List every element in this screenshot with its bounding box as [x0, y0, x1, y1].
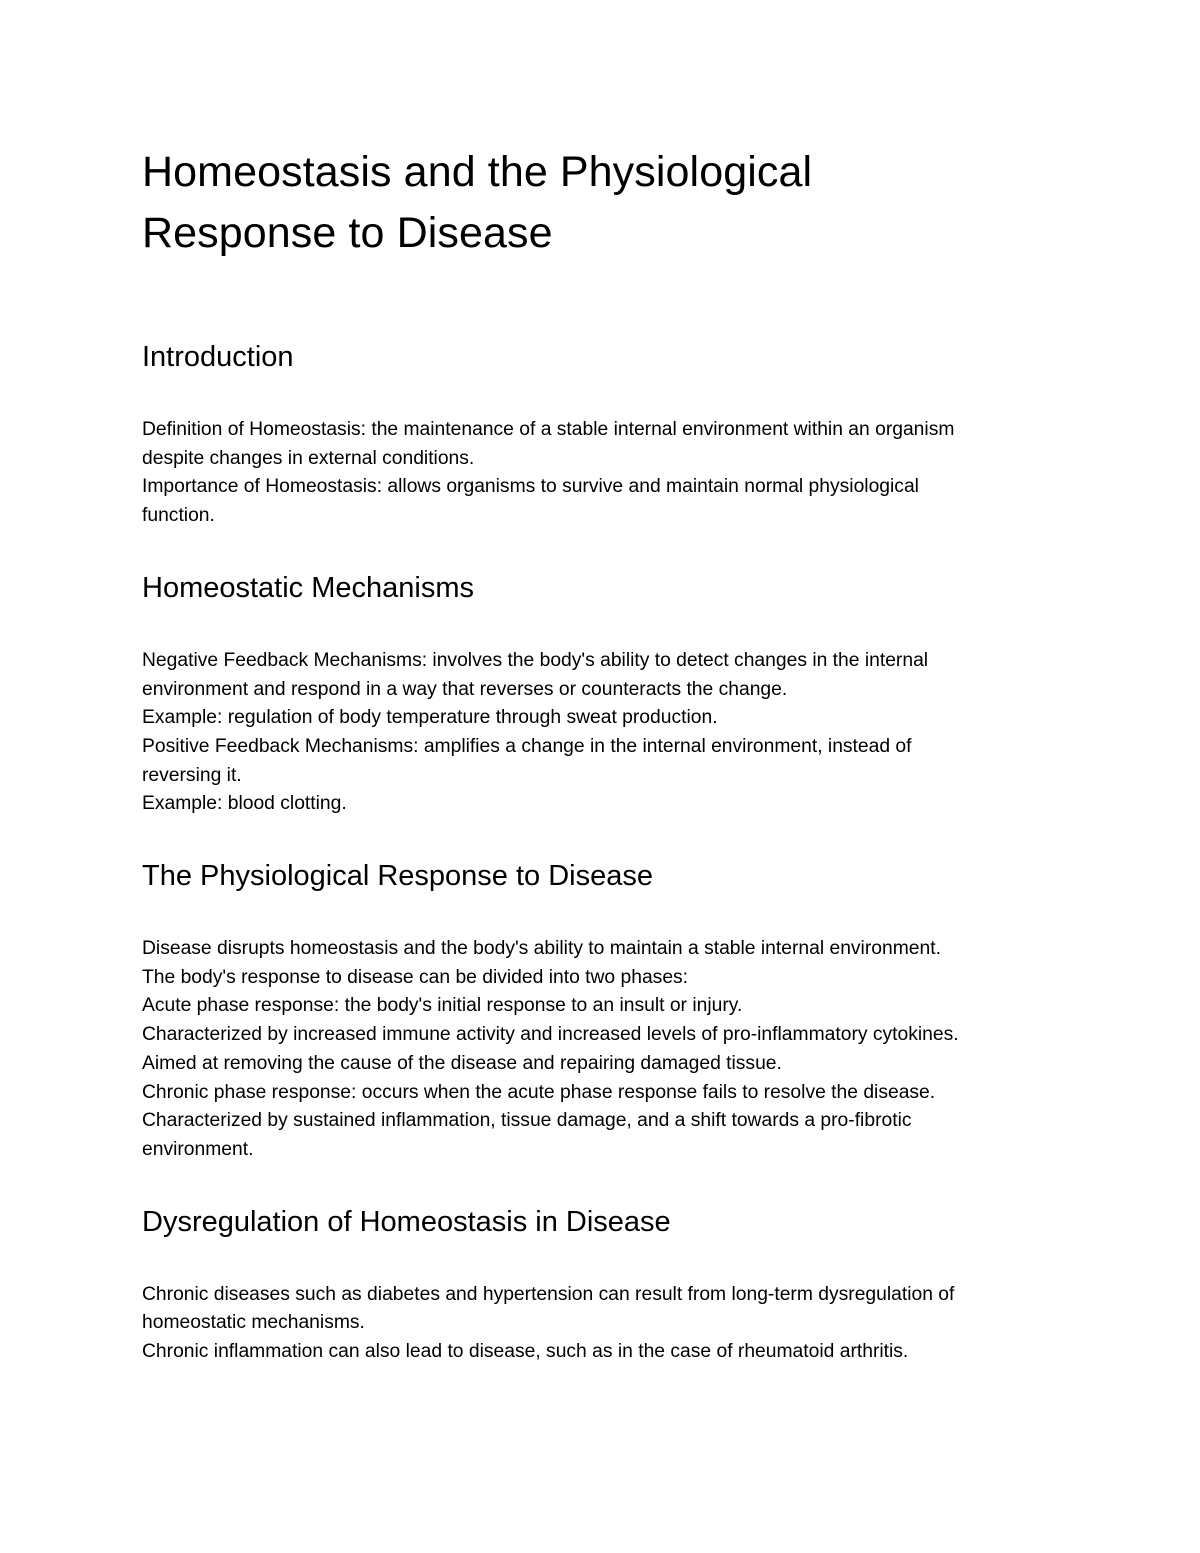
body-line: Positive Feedback Mechanisms: amplifies a change in the internal environment, instead of	[142, 735, 912, 757]
section-body	[142, 1281, 1100, 1367]
body-line: Example: regulation of body temperature through sweat production.	[142, 707, 718, 729]
body-line: environment and respond in a way that reverses or counteracts the change.	[142, 678, 788, 700]
section-heading: The Physiological Response to Disease	[142, 860, 653, 893]
body-line: Chronic phase response: occurs when the acute phase response fails to resolve the disease.	[142, 1081, 936, 1103]
document-title-line: Homeostasis and the Physiological	[142, 148, 813, 196]
body-line: reversing it.	[142, 764, 242, 786]
body-line: Chronic diseases such as diabetes and hypertension can result from long-term dysregulation of	[142, 1283, 955, 1305]
body-line: Aimed at removing the cause of the disease and repairing damaged tissue.	[142, 1052, 782, 1074]
section-heading: Homeostatic Mechanisms	[142, 571, 474, 604]
body-line: Example: blood clotting.	[142, 793, 347, 815]
body-line: Characterized by sustained inflammation, tissue damage, and a shift towards a pro-fibrotic	[142, 1110, 912, 1132]
body-line: despite changes in external conditions.	[142, 447, 475, 469]
body-line: Disease disrupts homeostasis and the body's ability to maintain a stable internal environment.	[142, 938, 941, 960]
body-line: environment.	[142, 1138, 254, 1160]
section-body	[142, 935, 1100, 1165]
section-dysregulation	[142, 1205, 1100, 1367]
body-line: The body's response to disease can be divided into two phases:	[142, 966, 689, 988]
section-introduction	[142, 340, 1100, 531]
section-body	[142, 647, 1100, 819]
body-line: Acute phase response: the body's initial response to an insult or injury.	[142, 995, 743, 1017]
body-line: Definition of Homeostasis: the maintenance of a stable internal environment within an organism	[142, 419, 955, 440]
section-heading: Dysregulation of Homeostasis in Disease	[142, 1205, 671, 1238]
body-line: Characterized by increased immune activity and increased levels of pro-inflammatory cytokines.	[142, 1024, 959, 1046]
section-physiological-response	[142, 859, 1100, 1165]
section-body	[142, 416, 1100, 531]
body-line: Negative Feedback Mechanisms: involves the body's ability to detect changes in the internal	[142, 649, 929, 671]
section-homeostatic-mechanisms	[142, 571, 1100, 819]
body-line: homeostatic mechanisms.	[142, 1312, 365, 1334]
body-line: Importance of Homeostasis: allows organisms to survive and maintain normal physiological	[142, 476, 919, 498]
document-title	[142, 142, 1100, 264]
section-heading: Introduction	[142, 341, 294, 373]
body-line: Chronic inflammation can also lead to disease, such as in the case of rheumatoid arthritis.	[142, 1341, 909, 1363]
body-line: function.	[142, 505, 215, 527]
document-title-line: Response to Disease	[142, 209, 553, 257]
